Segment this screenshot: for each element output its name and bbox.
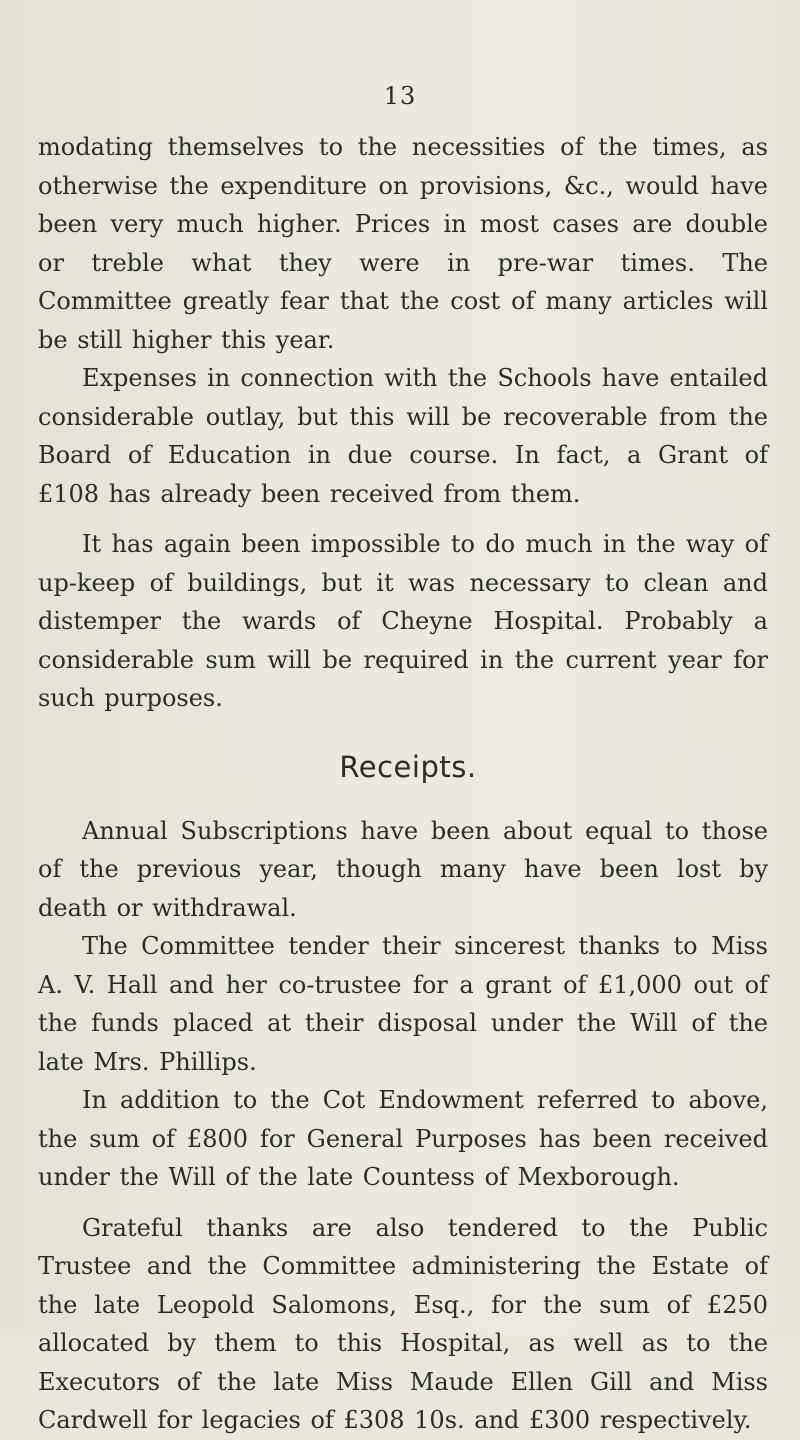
- body-text: [38, 128, 768, 1440]
- section-heading-receipts: Receipts.: [339, 749, 477, 784]
- paragraph-annual-subscriptions: Annual Subscriptions have been about equal to those of the previous year, though many have been lost by death or withdrawal.: [38, 816, 768, 922]
- paragraph-phillips-grant: The Committee tender their sincerest thanks to Miss A. V. Hall and her co-trustee for a grant of £1,000 out of the funds placed at their disposal under the Will of the late Mrs. Phillips.: [38, 932, 768, 1076]
- paragraph-schools-expenses: Expenses in connection with the Schools have entailed considerable outlay, but this will be recoverable from the Board of Education in due course. In fact, a Grant of £108 has already been received from them.: [38, 364, 768, 508]
- paragraph-continued: modating themselves to the necessities of the times, as otherwise the expenditure on provisions, &c., would have been very much higher. Prices in most cases are double or treble what they were in pre-war times. The Committee greatly fear that the cost of many articles will be still higher this year.: [38, 133, 768, 354]
- paragraph-salomons-legacies: Grateful thanks are also tendered to the Public Trustee and the Committee administering the Estate of the late Leopold Salomons, Esq., for the sum of £250 allocated by them to this Hospital, as well as to the Executors of the late Miss Maude Ellen Gill and Miss Cardwell for legacies of £308 10s. and £300 respectively.: [38, 1213, 768, 1434]
- paragraph-buildings-upkeep: It has again been impossible to do much in the way of up-keep of buildings, but it was necessary to clean and distemper the wards of Cheyne Hospital. Probably a considerable sum will be required in the current year for such purposes.: [38, 530, 768, 712]
- paragraph-mexborough-bequest: In addition to the Cot Endowment referred to above, the sum of £800 for General Purposes has been received under the Will of the late Countess of Mexborough.: [38, 1086, 768, 1191]
- page-number: 13: [383, 82, 417, 110]
